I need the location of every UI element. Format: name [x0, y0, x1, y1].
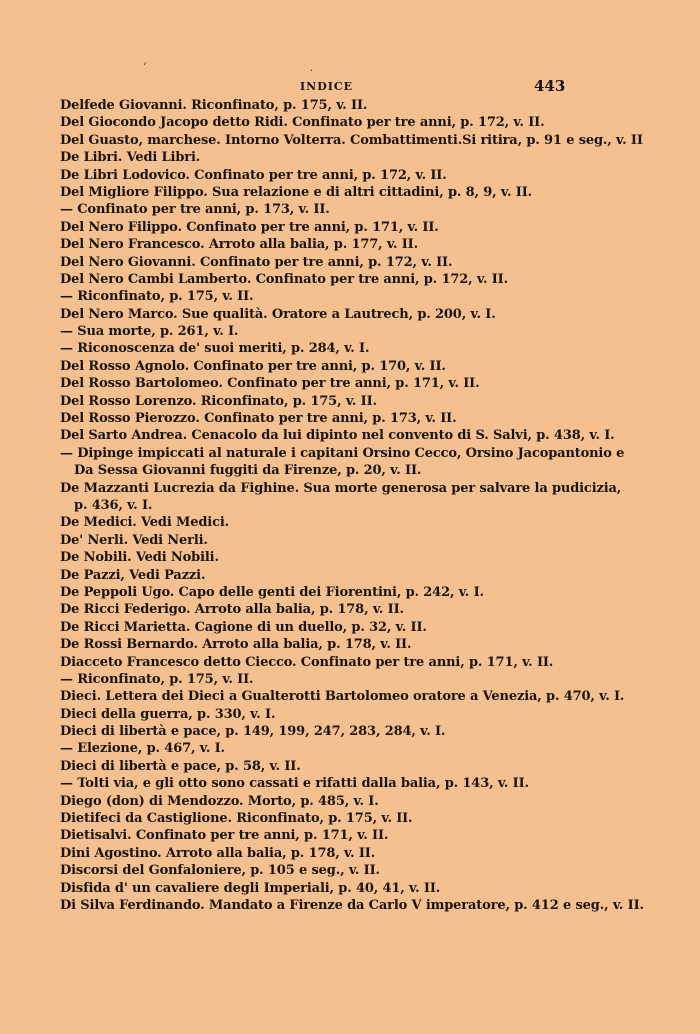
ink-speck: ·	[310, 66, 314, 77]
index-entry: Dini Agostino. Arroto alla balia, p. 178, v. II.	[60, 845, 376, 861]
index-entry: Dieci di libertà e pace, p. 58, v. II.	[60, 758, 301, 774]
index-entry: De Nobili. Vedi Nobili.	[60, 550, 219, 566]
index-entry: Diego (don) di Mendozzo. Morto, p. 485, v. I.	[60, 793, 379, 809]
index-entry: Del Rosso Pierozzo. Confinato per tre anni, p. 173, v. II.	[60, 411, 457, 427]
index-entry: De Ricci Marietta. Cagione di un duello, p. 32, v. II.	[60, 619, 427, 635]
running-title: INDICE	[300, 80, 354, 93]
index-entry: Dieci della guerra, p. 330, v. I.	[60, 706, 276, 722]
index-entry: Del Rosso Bartolomeo. Confinato per tre anni, p. 171, v. II.	[60, 376, 480, 392]
index-entry: Dietifeci da Castiglione. Riconfinato, p. 175, v. II.	[60, 811, 413, 827]
index-entry: Di Silva Ferdinando. Mandato a Firenze da Carlo V imperatore, p. 412 e seg., v. II.	[60, 897, 644, 913]
index-entry: — Sua morte, p. 261, v. I.	[60, 324, 239, 340]
index-entry: De Peppoli Ugo. Capo delle genti dei Fiorentini, p. 242, v. I.	[60, 584, 484, 600]
index-entry: De Mazzanti Lucrezia da Fighine. Sua morte generosa per salvare la pudicizia,	[60, 480, 622, 496]
index-entry: Da Sessa Giovanni fuggiti da Firenze, p. 20, v. II.	[74, 463, 422, 479]
index-entry: Delfede Giovanni. Riconfinato, p. 175, v. II.	[60, 98, 368, 113]
index-entry: Del Migliore Filippo. Sua relazione e di altri cittadini, p. 8, 9, v. II.	[60, 184, 533, 200]
index-entry: Del Giocondo Jacopo detto Ridi. Confinato per tre anni, p. 172, v. II.	[60, 115, 545, 131]
index-entries	[60, 97, 690, 914]
index-entry: Del Sarto Andrea. Cenacolo da lui dipinto nel convento di S. Salvi, p. 438, v. I.	[60, 428, 615, 444]
index-entry: Del Nero Cambi Lamberto. Confinato per tre anni, p. 172, v. II.	[60, 271, 508, 287]
index-entry: De Libri Lodovico. Confinato per tre anni, p. 172, v. II.	[60, 167, 447, 183]
index-entry: Del Nero Giovanni. Confinato per tre anni, p. 172, v. II.	[60, 254, 453, 270]
index-entry: Del Nero Filippo. Confinato per tre anni, p. 171, v. II.	[60, 219, 439, 235]
index-entry: Discorsi del Gonfaloniere, p. 105 e seg., v. II.	[60, 863, 380, 879]
index-entry: — Riconfinato, p. 175, v. II.	[60, 671, 254, 687]
index-entry: Del Rosso Lorenzo. Riconfinato, p. 175, v. II.	[60, 393, 377, 409]
index-entry: Del Nero Marco. Sue qualità. Oratore a Lautrech, p. 200, v. I.	[60, 306, 496, 322]
index-entry: Dieci di libertà e pace, p. 149, 199, 247, 283, 284, v. I.	[60, 724, 446, 740]
index-entry: De' Nerli. Vedi Nerli.	[60, 532, 208, 548]
index-entry: De Pazzi, Vedi Pazzi.	[60, 567, 206, 583]
index-entry: De Libri. Vedi Libri.	[60, 150, 201, 166]
index-entry: Del Nero Francesco. Arroto alla balia, p. 177, v. II.	[60, 237, 418, 253]
index-entry: — Riconoscenza de' suoi meriti, p. 284, v. I.	[60, 341, 370, 357]
ink-speck: ʼ	[143, 62, 147, 73]
index-entry: Del Guasto, marchese. Intorno Volterra. Combattimenti.Si ritira, p. 91 e seg., v. II	[60, 132, 643, 148]
index-entry: De Ricci Federigo. Arroto alla balia, p. 178, v. II.	[60, 602, 404, 618]
index-entry: Diacceto Francesco detto Ciecco. Confinato per tre anni, p. 171, v. II.	[60, 654, 554, 670]
index-entry: Del Rosso Agnolo. Confinato per tre anni, p. 170, v. II.	[60, 358, 446, 374]
index-entry: Disfida d' un cavaliere degli Imperiali, p. 40, 41, v. II.	[60, 880, 441, 896]
index-entry: Dieci. Lettera dei Dieci a Gualterotti Bartolomeo oratore a Venezia, p. 470, v. I.	[60, 689, 625, 705]
index-entry: De Rossi Bernardo. Arroto alla balia, p. 178, v. II.	[60, 637, 412, 653]
page-header	[0, 77, 700, 98]
index-entry: — Elezione, p. 467, v. I.	[60, 741, 225, 757]
page-number: 443	[534, 77, 566, 95]
index-entry: — Confinato per tre anni, p. 173, v. II.	[60, 202, 330, 218]
index-entry: p. 436, v. I.	[74, 497, 153, 513]
index-entry: — Dipinge impiccati al naturale i capitani Orsino Cecco, Orsino Jacopantonio e	[60, 445, 625, 461]
index-entry: — Tolti via, e gli otto sono cassati e rifatti dalla balia, p. 143, v. II.	[60, 776, 529, 792]
index-entry: De Medici. Vedi Medici.	[60, 515, 230, 531]
index-entry: Dietisalvi. Confinato per tre anni, p. 171, v. II.	[60, 828, 389, 844]
index-entry: — Riconfinato, p. 175, v. II.	[60, 289, 254, 305]
